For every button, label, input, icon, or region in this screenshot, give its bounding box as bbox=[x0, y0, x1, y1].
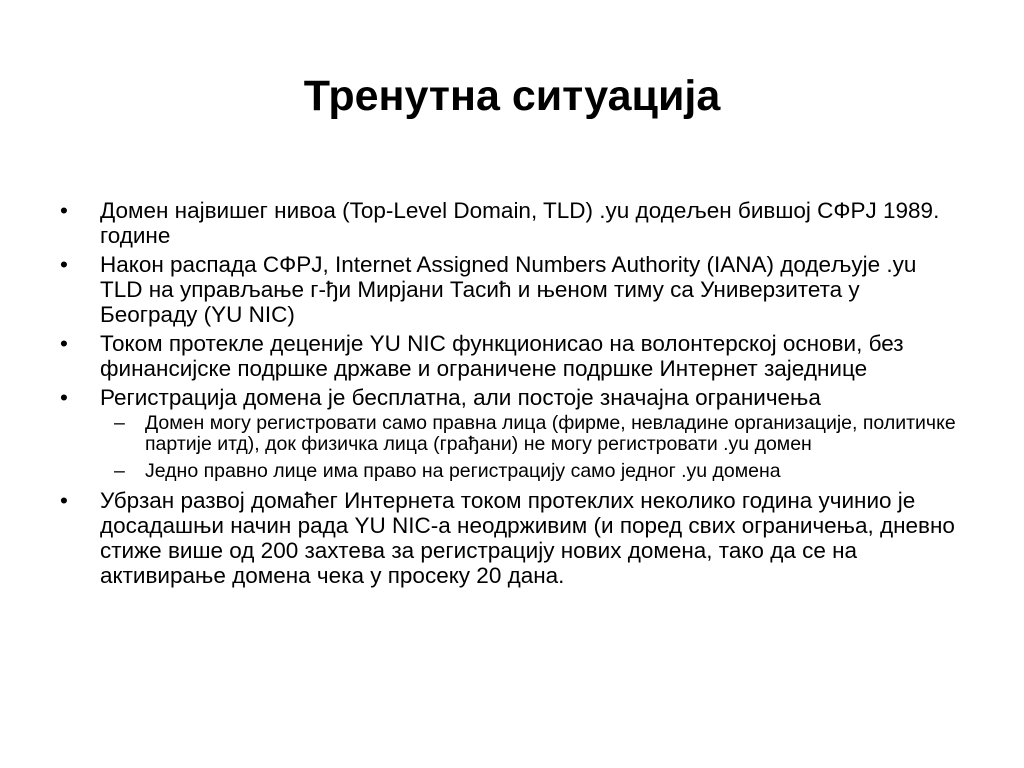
sub-bullet-item bbox=[100, 461, 960, 482]
sub-bullet-text: Домен могу регистровати само правна лица (фирме, невладине организације, политичке партије итд), док физичка лица (грађани) не могу регистровати .yu домен bbox=[145, 412, 956, 455]
sub-bullet-item bbox=[100, 413, 960, 455]
bullet-marker: • bbox=[60, 198, 68, 223]
bullet-item bbox=[60, 198, 960, 248]
bullet-item bbox=[60, 385, 960, 482]
bullet-text: Домен највишег нивоа (Top-Level Domain, TLD) .yu додељен бившој СФРЈ 1989. године bbox=[100, 198, 940, 248]
bullet-item bbox=[60, 488, 960, 588]
bullet-list bbox=[60, 198, 960, 592]
bullet-marker: • bbox=[60, 385, 68, 410]
bullet-text: Убрзан развој домаћег Интернета током протеклих неколико година учинио је досадашњи начин рада YU NIC-а неодрживим (и поред свих ограничења, дневно стиже више од 200 захтева за регистрацију нових домена, тако да се на активирање домена чека у просеку 20 дана. bbox=[100, 488, 955, 588]
bullet-item bbox=[60, 331, 960, 381]
sub-bullet-text: Једно правно лице има право на регистрацију само једног .yu домена bbox=[145, 460, 781, 482]
slide-title: Тренутна ситуација bbox=[303, 72, 721, 120]
sub-bullet-list bbox=[100, 413, 960, 482]
bullet-text: Регистрација домена је бесплатна, али постоје значајна ограничења bbox=[100, 385, 821, 410]
sub-bullet-marker: – bbox=[114, 460, 125, 482]
bullet-text: Након распада СФРЈ, Internet Assigned Numbers Authority (IANA) додељује .yu TLD на управљање г-ђи Мирјани Тасић и њеном тиму са Универзитета у Београду (YU NIC) bbox=[100, 252, 917, 327]
bullet-marker: • bbox=[60, 488, 68, 513]
bullet-item bbox=[60, 252, 960, 327]
sub-bullet-marker: – bbox=[114, 412, 125, 434]
bullet-marker: • bbox=[60, 331, 68, 356]
bullet-text: Током протекле деценије YU NIC функционисао на волонтерској основи, без финансијске подршке државе и ограничене подршке Интернет заједнице bbox=[100, 331, 904, 381]
bullet-marker: • bbox=[60, 252, 68, 277]
